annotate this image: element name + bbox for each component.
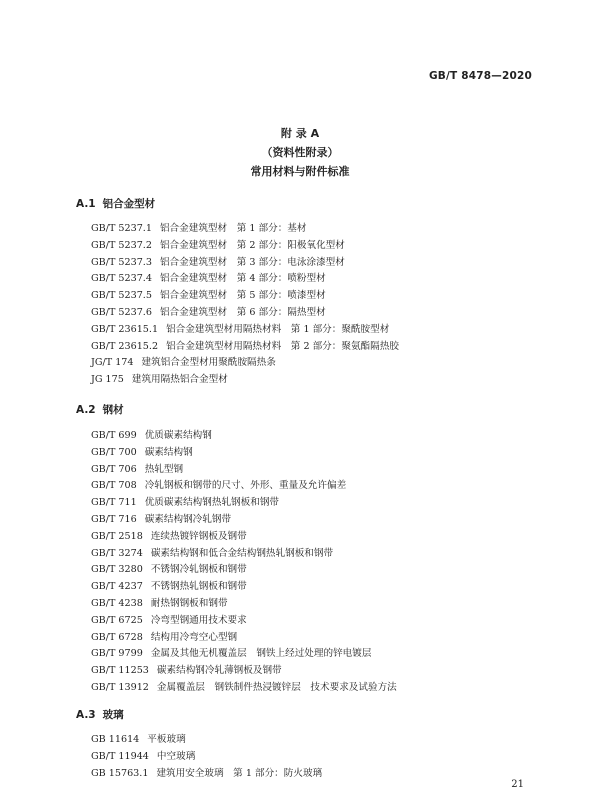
standard-code: GB 11614 (91, 734, 140, 745)
list-item (91, 646, 397, 663)
list-item (91, 529, 397, 546)
standard-name: 铝合金建筑型材 第 4 部分：喷粉型材 (159, 273, 326, 285)
standard-code-header: GB/T 8478—2020 (428, 70, 532, 82)
standard-code: GB/T 5237.6 (91, 306, 152, 318)
section-number: A.2 (76, 404, 96, 416)
section-title: 钢材 (102, 404, 124, 416)
appendix-title: 常用材料与附件标准 (250, 165, 350, 178)
standard-name: 碳素结构钢冷轧钢带 (144, 513, 232, 525)
standard-code: GB/T 3274 (91, 547, 143, 559)
standard-name: 铝合金建筑型材 第 3 部分：电泳涂漆型材 (159, 256, 345, 268)
list-item (91, 221, 399, 238)
standard-name: 金属覆盖层 钢铁制件热浸镀锌层 技术要求及试验方法 (156, 681, 397, 693)
standard-name: 碳素结构钢和低合金结构钢热轧钢板和钢带 (150, 547, 334, 559)
standard-name: 热轧型钢 (144, 463, 184, 475)
list-item (91, 562, 397, 579)
standard-code: GB/T 23615.2 (91, 340, 159, 352)
list-item (91, 512, 397, 529)
standard-code: GB/T 699 (91, 430, 137, 441)
standard-name: 铝合金建筑型材 第 5 部分：喷漆型材 (159, 290, 326, 302)
standard-name: 建筑铝合金型材用聚酰胺隔热条 (141, 357, 276, 369)
standard-name: 建筑用隔热铝合金型材 (131, 374, 228, 386)
standard-code: GB/T 2518 (91, 530, 143, 542)
standard-code: GB/T 6725 (91, 614, 143, 626)
list-item (91, 271, 399, 288)
list-item (91, 680, 397, 697)
standard-code: GB/T 13912 (91, 681, 149, 693)
standard-name: 不锈钢冷轧钢板和钢带 (150, 564, 247, 576)
standard-name: 耐热钢钢板和钢带 (150, 597, 228, 609)
standard-code: GB/T 4238 (91, 597, 143, 609)
standard-name: 平板玻璃 (147, 734, 186, 745)
section-number: A.1 (76, 198, 96, 210)
list-item (91, 355, 399, 372)
standard-name: 冷轧钢板和钢带的尺寸、外形、重量及允许偏差 (144, 480, 347, 492)
standards-list-a2 (91, 428, 397, 697)
section-heading-a3 (76, 707, 124, 722)
list-item (91, 495, 397, 512)
list-item (91, 478, 397, 495)
appendix-title-block (0, 124, 600, 181)
standard-code: GB/T 11253 (91, 665, 149, 677)
standard-name: 碳素结构钢冷轧薄钢板及钢带 (156, 665, 282, 677)
standard-code: GB/T 706 (91, 463, 137, 475)
standard-name: 连续热镀锌钢板及钢带 (150, 530, 247, 542)
page-number: 21 (511, 779, 524, 790)
list-item (91, 305, 399, 322)
standard-name: 铝合金建筑型材 第 6 部分：隔热型材 (159, 306, 326, 318)
standards-list-a1 (91, 221, 399, 389)
standard-name: 铝合金建筑型材用隔热材料 第 1 部分：聚酰胺型材 (166, 323, 390, 335)
standard-name: 铝合金建筑型材 第 1 部分：基材 (159, 223, 307, 234)
standard-name: 建筑用安全玻璃 第 1 部分：防火玻璃 (156, 767, 323, 779)
list-item (91, 238, 399, 255)
list-item (91, 663, 397, 680)
standard-code: GB/T 3280 (91, 564, 143, 576)
list-item (91, 613, 397, 630)
list-item (91, 766, 322, 783)
standard-code: GB/T 9799 (91, 648, 143, 660)
section-number: A.3 (76, 709, 96, 721)
standard-name: 中空玻璃 (156, 750, 196, 762)
list-item (91, 546, 397, 563)
standard-code: GB/T 700 (91, 446, 137, 458)
list-item (91, 596, 397, 613)
standard-code: GB/T 711 (91, 497, 137, 509)
standard-name: 碳素结构钢 (144, 446, 193, 458)
list-item (91, 445, 397, 462)
standard-code: GB/T 6728 (91, 631, 143, 643)
appendix-type: （资料性附录） (261, 146, 339, 159)
list-item (91, 372, 399, 389)
list-item (91, 255, 399, 272)
standard-code: GB/T 11944 (91, 750, 149, 762)
standard-name: 优质碳素结构钢 (144, 430, 212, 441)
standard-code: GB/T 4237 (91, 581, 143, 593)
standard-code: JG/T 174 (91, 357, 134, 369)
standard-name: 铝合金建筑型材用隔热材料 第 2 部分：聚氨酯隔热胶 (166, 340, 399, 352)
section-heading-a2 (76, 402, 124, 417)
standard-name: 金属及其他无机覆盖层 钢铁上经过处理的锌电镀层 (150, 648, 372, 660)
standard-name: 铝合金建筑型材 第 2 部分：阳极氧化型材 (159, 239, 345, 251)
standard-name: 结构用冷弯空心型钢 (150, 631, 238, 643)
list-item (91, 339, 399, 356)
section-heading-a1 (76, 196, 155, 211)
standard-code: GB/T 23615.1 (91, 323, 159, 335)
appendix-label: 附 录 A (280, 127, 320, 140)
list-item (91, 288, 399, 305)
standard-code: GB/T 716 (91, 513, 137, 525)
standard-name: 不锈钢热轧钢板和钢带 (150, 581, 247, 593)
standard-code: GB 15763.1 (91, 767, 149, 779)
section-title: 玻璃 (102, 709, 124, 721)
list-item (91, 630, 397, 647)
list-item (91, 732, 322, 749)
standard-code: GB/T 5237.3 (91, 256, 152, 268)
list-item (91, 322, 399, 339)
standard-code: GB/T 5237.2 (91, 239, 152, 251)
standard-code: GB/T 5237.1 (91, 223, 152, 234)
list-item (91, 428, 397, 445)
standard-code: GB/T 708 (91, 480, 137, 492)
list-item (91, 579, 397, 596)
section-title: 铝合金型材 (102, 198, 156, 210)
list-item (91, 462, 397, 479)
standard-name: 优质碳素结构钢热轧钢板和钢带 (144, 497, 280, 509)
standard-code: GB/T 5237.4 (91, 273, 152, 285)
standard-code: GB/T 5237.5 (91, 290, 152, 302)
standard-name: 冷弯型钢通用技术要求 (150, 614, 247, 626)
standard-code: JG 175 (91, 374, 124, 386)
list-item (91, 749, 322, 766)
standards-list-a3 (91, 732, 322, 782)
